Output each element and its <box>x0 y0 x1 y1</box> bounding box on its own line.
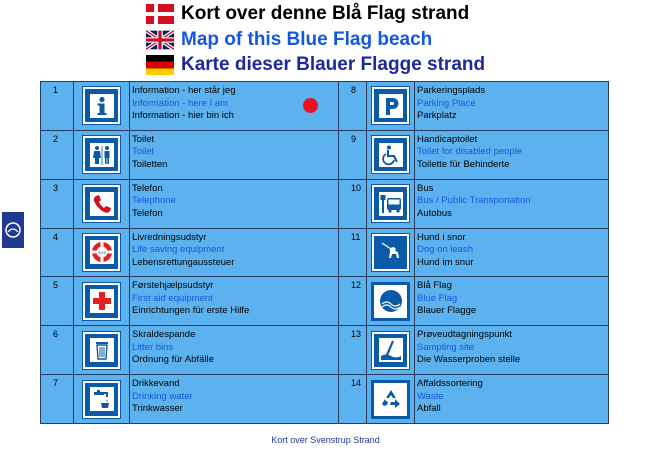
first-aid-icon <box>83 283 120 320</box>
legend-row <box>41 375 609 424</box>
legend-text: Skraldespande Litter bins Ordnung für Abfälle <box>130 326 339 375</box>
title-german <box>146 53 485 77</box>
map-caption: Kort over Svenstrup Strand <box>271 435 380 445</box>
legend-row <box>41 82 609 131</box>
legend-text: Parkeringsplads Parking Place Parkplatz <box>415 82 609 131</box>
parking-icon <box>372 87 409 124</box>
danish-flag-icon <box>146 4 174 24</box>
legend-row <box>41 277 609 326</box>
title-danish-text: Kort over denne Blå Flag strand <box>181 3 470 24</box>
litter-bin-icon <box>83 332 120 369</box>
wheelchair-icon <box>372 136 409 173</box>
legend-number: 5 <box>41 277 74 326</box>
legend-number: 8 <box>339 82 367 131</box>
telephone-icon <box>83 185 120 222</box>
title-german-text: Karte dieser Blauer Flagge strand <box>181 54 486 75</box>
svg-text:SOS: SOS <box>97 250 106 256</box>
legend-number: 11 <box>339 228 367 277</box>
title-danish <box>146 2 469 26</box>
legend-number: 12 <box>339 277 367 326</box>
blue-flag-icon <box>372 283 409 320</box>
legend-text: Toilet Toilet Toiletten <box>130 130 339 179</box>
legend-text: Drikkevand Drinking water Trinkwasser <box>130 375 339 424</box>
legend-row <box>41 179 609 228</box>
legend-text: Bus Bus / Public Transportation Autobus <box>415 179 609 228</box>
legend-number: 2 <box>41 130 74 179</box>
legend-text: Telefon Telephone Telefon <box>130 179 339 228</box>
legend-number: 13 <box>339 326 367 375</box>
legend-table <box>40 81 609 424</box>
foundation-logo <box>2 212 24 248</box>
toilet-icon <box>83 136 120 173</box>
legend-text: Førstehjælpsudstyr First aid equipment Einrichtungen für erste Hilfe <box>130 277 339 326</box>
legend-text: Hund i snor Dog on leash Hund im snur <box>415 228 609 277</box>
legend-row <box>41 228 609 277</box>
legend-text: Information - her står jeg Information - here I am Information - hier bin ich <box>130 82 339 131</box>
lifebuoy-icon <box>83 234 120 271</box>
legend-text: Affaldssortering Waste Abfall <box>415 375 609 424</box>
drinking-water-icon <box>83 381 120 418</box>
legend-text: Livredningsudstyr Life saving equipment Lebensrettungaussteuer <box>130 228 339 277</box>
bus-icon <box>372 185 409 222</box>
legend-number: 10 <box>339 179 367 228</box>
legend-text: Prøveudtagningspunkt Sampling site Die Wasserproben stelle <box>415 326 609 375</box>
legend-row <box>41 130 609 179</box>
legend-number: 6 <box>41 326 74 375</box>
you-are-here-marker <box>303 98 318 113</box>
legend-number: 3 <box>41 179 74 228</box>
legend-row <box>41 326 609 375</box>
uk-flag-icon <box>146 30 174 50</box>
recycling-icon <box>372 381 409 418</box>
sampling-site-icon <box>372 332 409 369</box>
legend-text: Handicaptoilet Toilet for disabled people Toilette für Behinderte <box>415 130 609 179</box>
title-english-text: Map of this Blue Flag beach <box>181 29 433 50</box>
legend-number: 4 <box>41 228 74 277</box>
information-icon <box>83 87 120 124</box>
legend-text: Blå Flag Blue Flag Blauer Flagge <box>415 277 609 326</box>
legend-number: 1 <box>41 82 74 131</box>
dog-on-leash-icon <box>372 234 409 271</box>
german-flag-icon <box>146 55 174 75</box>
legend-number: 7 <box>41 375 74 424</box>
legend-number: 14 <box>339 375 367 424</box>
title-english <box>146 28 432 52</box>
legend-number: 9 <box>339 130 367 179</box>
